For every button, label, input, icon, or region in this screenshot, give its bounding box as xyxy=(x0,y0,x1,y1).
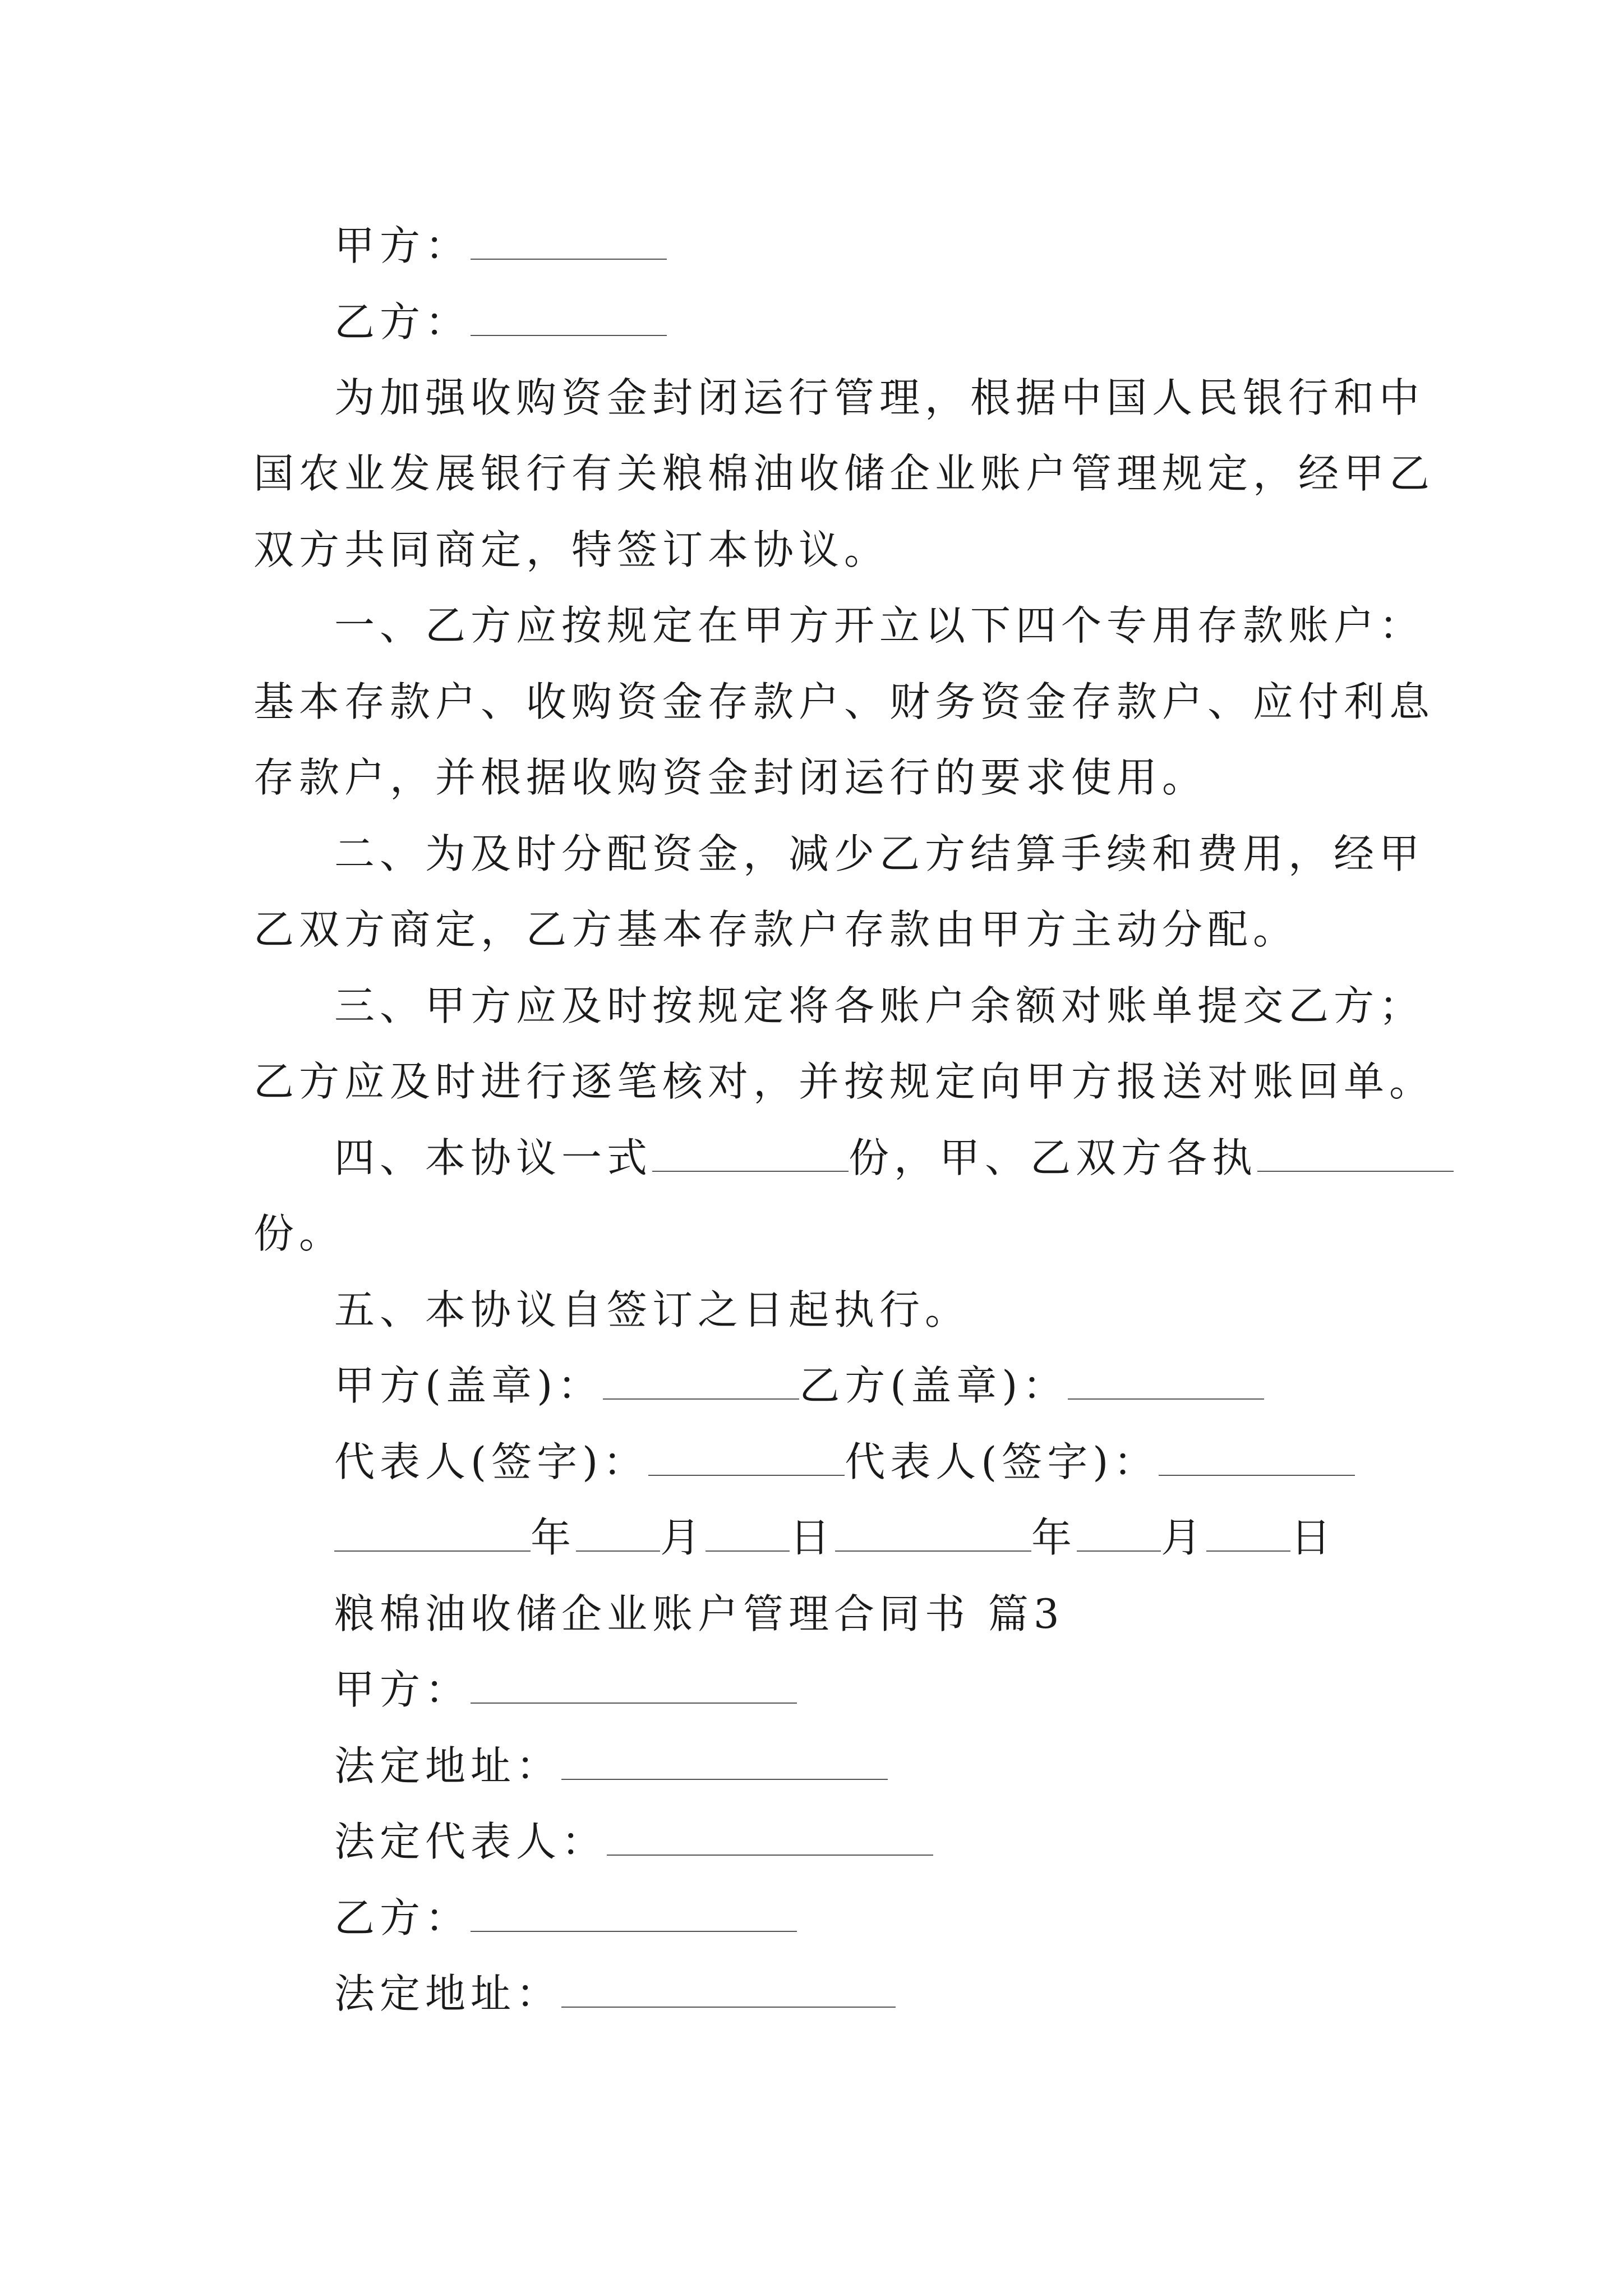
s3-party-b-line xyxy=(334,1894,797,1941)
clause-1-line-2: 基本存款户、收购资金存款户、财务资金存款户、应付利息 xyxy=(253,678,1435,725)
clause-4-line-2: 份。 xyxy=(253,1210,345,1257)
day-b-label: 日 xyxy=(1290,1514,1336,1561)
month-b-label: 月 xyxy=(1161,1514,1207,1561)
year-a-blank xyxy=(334,1546,531,1552)
clause-3-line-2: 乙方应及时进行逐笔核对，并按规定向甲方报送对账回单。 xyxy=(253,1058,1435,1105)
party-a-line xyxy=(334,222,667,269)
clause-4-line-1 xyxy=(334,1134,1454,1181)
party-b-blank xyxy=(471,330,667,336)
day-a-label: 日 xyxy=(790,1514,836,1561)
s3-party-a-line xyxy=(334,1666,797,1713)
s3-address-a-line xyxy=(334,1742,888,1789)
s3-rep-a-label: 法定代表人： xyxy=(334,1818,607,1865)
s3-address-a-blank xyxy=(561,1774,888,1780)
party-b-label: 乙方： xyxy=(334,298,471,346)
day-b-blank xyxy=(1206,1546,1290,1552)
copies-total-blank xyxy=(652,1166,849,1172)
s3-address-b-blank xyxy=(561,2002,896,2008)
year-b-label: 年 xyxy=(1031,1514,1077,1561)
s3-party-b-label: 乙方： xyxy=(334,1894,471,1941)
rep-b-blank xyxy=(1159,1470,1355,1476)
rep-b-label: 代表人(签字)： xyxy=(845,1438,1159,1485)
clause-1-line-3: 存款户，并根据收购资金封闭运行的要求使用。 xyxy=(253,754,1208,801)
seal-b-blank xyxy=(1068,1394,1264,1400)
s3-party-a-label: 甲方： xyxy=(334,1666,471,1713)
year-b-blank xyxy=(835,1546,1031,1552)
date-line xyxy=(334,1514,1336,1561)
s3-rep-a-blank xyxy=(607,1850,933,1856)
clause-2-line-2: 乙双方商定，乙方基本存款户存款由甲方主动分配。 xyxy=(253,906,1299,953)
month-a-label: 月 xyxy=(660,1514,706,1561)
clause-2-line-1: 二、为及时分配资金，减少乙方结算手续和费用，经甲 xyxy=(334,830,1425,877)
party-a-blank xyxy=(471,254,667,260)
day-a-blank xyxy=(706,1546,790,1552)
clause-1-line-1: 一、乙方应按规定在甲方开立以下四个专用存款账户： xyxy=(334,602,1425,649)
seal-a-blank xyxy=(603,1394,799,1400)
month-b-blank xyxy=(1077,1546,1161,1552)
section-3-title: 粮棉油收储企业账户管理合同书 篇3 xyxy=(334,1590,1064,1637)
rep-a-blank xyxy=(648,1470,845,1476)
s3-party-b-blank xyxy=(471,1926,797,1932)
rep-a-label: 代表人(签字)： xyxy=(334,1438,649,1485)
seal-b-label: 乙方(盖章)： xyxy=(799,1362,1068,1409)
s3-address-a-label: 法定地址： xyxy=(334,1742,562,1789)
clause-4-part-b: 份，甲、乙双方各执 xyxy=(849,1134,1258,1181)
s3-party-a-blank xyxy=(471,1698,797,1704)
intro-line-3: 双方共同商定，特签订本协议。 xyxy=(253,526,890,573)
party-a-label: 甲方： xyxy=(334,222,471,269)
intro-line-2: 国农业发展银行有关粮棉油收储企业账户管理规定，经甲乙 xyxy=(253,450,1435,497)
clause-3-line-1: 三、甲方应及时按规定将各账户余额对账单提交乙方； xyxy=(334,982,1425,1029)
seal-a-label: 甲方(盖章)： xyxy=(334,1362,603,1409)
copies-each-blank xyxy=(1257,1166,1454,1172)
seal-line xyxy=(334,1362,1264,1409)
year-a-label: 年 xyxy=(531,1514,577,1561)
s3-rep-a-line xyxy=(334,1818,933,1865)
representative-line xyxy=(334,1438,1355,1485)
party-b-line xyxy=(334,298,667,346)
intro-line-1: 为加强收购资金封闭运行管理，根据中国人民银行和中 xyxy=(334,374,1425,421)
s3-address-b-line xyxy=(334,1970,896,2017)
s3-address-b-label: 法定地址： xyxy=(334,1970,562,2017)
clause-4-part-a: 四、本协议一式 xyxy=(334,1134,653,1181)
clause-5: 五、本协议自签订之日起执行。 xyxy=(334,1286,971,1333)
month-a-blank xyxy=(576,1546,660,1552)
